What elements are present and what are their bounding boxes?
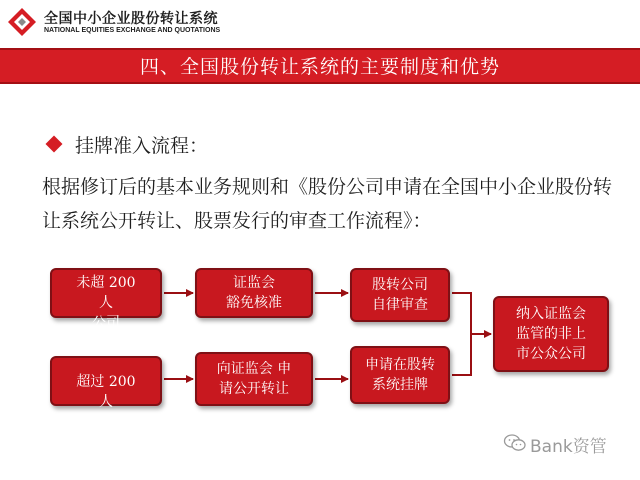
node-apply-csrc [195, 352, 313, 406]
node-apply-listing-line1: 申请在股转 [365, 357, 435, 373]
wechat-icon [504, 434, 526, 452]
org-name-en: NATIONAL EQUITIES EXCHANGE AND QUOTATIONS [44, 27, 221, 34]
node-apply-csrc-line2: 请公开转让 [219, 381, 289, 397]
node-supervised-line1: 纳入证监会 [516, 306, 586, 322]
node-over200-line1: 未超 200 [76, 275, 136, 291]
node-self-review-line1: 股转公司 [372, 277, 428, 293]
merge-connector [452, 293, 471, 375]
node-apply-listing-line2: 系统挂牌 [372, 377, 428, 393]
node-under200 [50, 356, 162, 410]
node-over200-line3: 公司 [92, 315, 120, 331]
diamond-bullet-icon [46, 136, 63, 153]
node-under200-line1: 超过 200 [76, 374, 136, 390]
node-supervised-line2: 监管的非上 [516, 326, 586, 342]
bullet-heading: 挂牌准入流程： [75, 135, 209, 157]
neeq-logo-icon [6, 6, 38, 38]
node-over200-line2: 人 [99, 295, 113, 311]
org-name-cn: 全国中小企业股份转让系统 [44, 11, 218, 27]
node-supervised-line3: 市公众公司 [516, 346, 586, 362]
node-csrc-exempt-line2: 豁免核准 [226, 295, 282, 311]
description-paragraph: 根据修订后的基本业务规则和《股份公司申请在全国中小企业股份转让系统公开转让、股票发行的审查工作流程》： [42, 176, 613, 232]
node-csrc-exempt-line1: 证监会 [233, 275, 275, 291]
watermark-text: Bank资管 [530, 437, 607, 457]
slide-title: 四、全国股份转让系统的主要制度和优势 [139, 56, 500, 78]
node-apply-csrc-line1: 向证监会 申 [216, 361, 292, 377]
node-self-review-line2: 自律审查 [372, 297, 428, 313]
node-supervised [493, 296, 609, 372]
node-over200 [50, 268, 162, 331]
node-self-review [350, 268, 450, 322]
node-under200-line2: 人 [99, 394, 113, 410]
node-apply-listing [350, 346, 450, 404]
node-csrc-exempt [195, 268, 313, 318]
